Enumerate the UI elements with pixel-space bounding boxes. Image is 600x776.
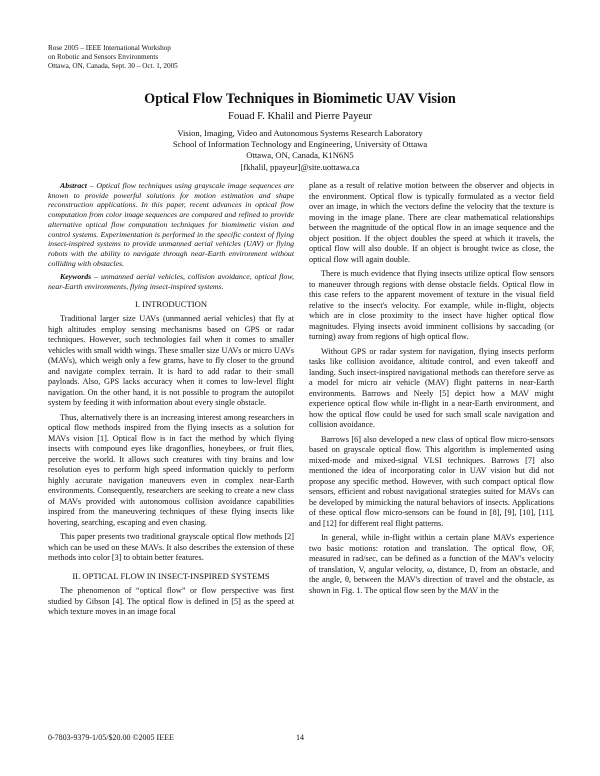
header-line-3: Ottawa, ON, Canada, Sept. 30 – Oct. 1, 2005 [48, 62, 178, 71]
paragraph: This paper presents two traditional grayscale optical flow methods [2] which can be used on these MAVs. It also describes the extension of these methods into color [3] to obtain better features. [48, 532, 294, 563]
page-number: 14 [296, 733, 304, 742]
affiliation-line-2: School of Information Technology and Engineering, University of Ottawa [172, 139, 428, 150]
left-column [48, 181, 294, 622]
paper-authors: Fouad F. Khalil and Pierre Payeur [228, 111, 372, 122]
paragraph: In general, while in-flight within a certain plane MAVs experience two basic motions: rotation and translation. The optical flow, OF, measured in rad/sec, can be defined as a function of the MAV's velocity of translation, V, angular velocity, ω, distance, D, from an obstacle, and the angle, θ, between the MAV's direction of travel and the obstacle, as shown in Fig. 1. The optical flow seen by the MAV in the [309, 533, 554, 595]
paragraph: There is much evidence that flying insects utilize optical flow sensors to maneuver through regions with dense obstacle fields. Optical flow in this case refers to the apparent movement of texture in the visual field relative to the insect's velocity. For example, while in-flight, objects which are in close proximity to the insect have higher optical flow magnitudes. Flying insects avoid imminent collisions by saccading (or turning) away from regions of high optical flow. [309, 269, 554, 341]
section-heading-optical-flow: II. OPTICAL FLOW IN INSECT-INSPIRED SYSTEMS [72, 570, 270, 581]
header-line-1: Rose 2005 – IEEE International Workshop [48, 44, 171, 52]
abstract-label: Abstract [60, 181, 87, 190]
header-line-2: on Robotic and Sensors Environments [48, 53, 159, 62]
paragraph: Traditional larger size UAVs (unmanned aerial vehicles) that fly at high altitudes employ sensing mechanisms based on GPS or radar techniques. However, such technologies fail when it comes to smaller vehicles with small width wings. These smaller size UAVs or micro UAVs (MAVs), which weigh only a few grams, have to fly closer to the ground and navigate complex terrain. It is hard to add radar to their small payloads. Also, GPS lacks accuracy when it comes to low-level flight navigation. On the other hand, it is not possible to program the autopilot system by feeding it with information about every single obstacle. [48, 314, 294, 408]
paper-title: Optical Flow Techniques in Biomimetic UAV Vision [144, 91, 456, 107]
footer-isbn: 0-7803-9379-1/05/$20.00 ©2005 IEEE [48, 733, 174, 742]
keywords-label: Keywords [60, 272, 92, 282]
abstract-text: – Optical flow techniques using grayscale image sequences are known to provide powerful solutions for motion estimation and shape reconstruction applications. In this paper, recent advances in optical flow computation from color image sequences are compared and refined to provide alternative optical flow computation techniques for biomimetic vision and control systems. Experimentation is performed in the specific context of flying insect-inspired systems to provide unmanned aerial vehicles (UAV) or flying robots with the ability to navigate through near-Earth environment without colliding with obstacles. [48, 181, 294, 268]
affiliation-line-4: [fkhalil, ppayeur]@site.uottawa.ca [240, 161, 360, 172]
abstract [48, 181, 294, 268]
paragraph: Thus, alternatively there is an increasing interest among researchers in optical flow methods inspired from the flying insects as a solution for MAVs vision [1]. Optical flow is in fact the method by which flying insects with compound eyes like dragonflies, honeybees, or fruit flies, perceive the world. It allows such creatures with tiny brains and low resolution eyes to perform high speed information quickly to perform highly accurate navigation maneuvers even in complex near-Earth environments. Consequently, researchers are seeking to create a new class of MAVs provided with autonomous collision avoidance capabilities inspired from the maneuvering techniques of these flying insects like hovering, searching, escaping and even chasing. [48, 412, 294, 527]
affiliation [0, 128, 600, 173]
keywords-text: – unmanned aerial vehicles, collision avoidance, optical flow, near-Earth environments, flying insect-inspired systems. [48, 272, 294, 292]
paragraph: Barrows [6] also developed a new class of optical flow micro-sensors based on grayscale optical flow. This algorithm is implemented using mixed-mode and mixed-signal VLSI techniques. Barrows [7] also mentioned the idea of incorporating color in UAV vision but did not propose any specific method. However, with such compact optical flow sensors, efficient and robust navigational strategies suited for MAVs can be developed by mimicking the natural behaviors of insects. Applications of these optical flow micro-sensors can be found in [8], [9], [10], [11], and [12] for different real flight patterns. [309, 434, 554, 528]
affiliation-line-3: Ottawa, ON, Canada, K1N6N5 [246, 150, 354, 161]
right-column [309, 181, 554, 600]
conference-header [48, 44, 178, 72]
section-heading-introduction: I. INTRODUCTION [134, 298, 208, 309]
paragraph: The phenomenon of “optical flow” or flow perspective was first studied by Gibson [4]. The optical flow is defined in [5] as the speed at which texture moves in an image focal [48, 586, 294, 617]
affiliation-line-1: Vision, Imaging, Video and Autonomous Systems Research Laboratory [177, 128, 423, 138]
keywords [48, 272, 294, 291]
paragraph: plane as a result of relative motion between the observer and objects in the environment. Optical flow is typically formulated as a vector field over an image, in which the vectors define the velocity that the texture is moving in the image plane. There are clear mathematical relationships between the magnitude of the optical flow in an image sequence and the object position. If the object doubles the speed at which it travels, the optical flow will also double. If an object is brought twice as close, the optical flow will again double. [309, 181, 554, 264]
paragraph: Without GPS or radar system for navigation, flying insects perform tasks like collision avoidance, altitude control, and even takeoff and landing. Such insect-inspired navigational methods can therefore serve as a model for micro air vehicle (MAV) flight patterns in near-Earth environments. Barrows and Neely [5] depict how a MAV might experience optical flow while in-flight in a near-Earth environment, and how the optical flow could be used for such small scale navigation and collision avoidance. [309, 346, 554, 429]
